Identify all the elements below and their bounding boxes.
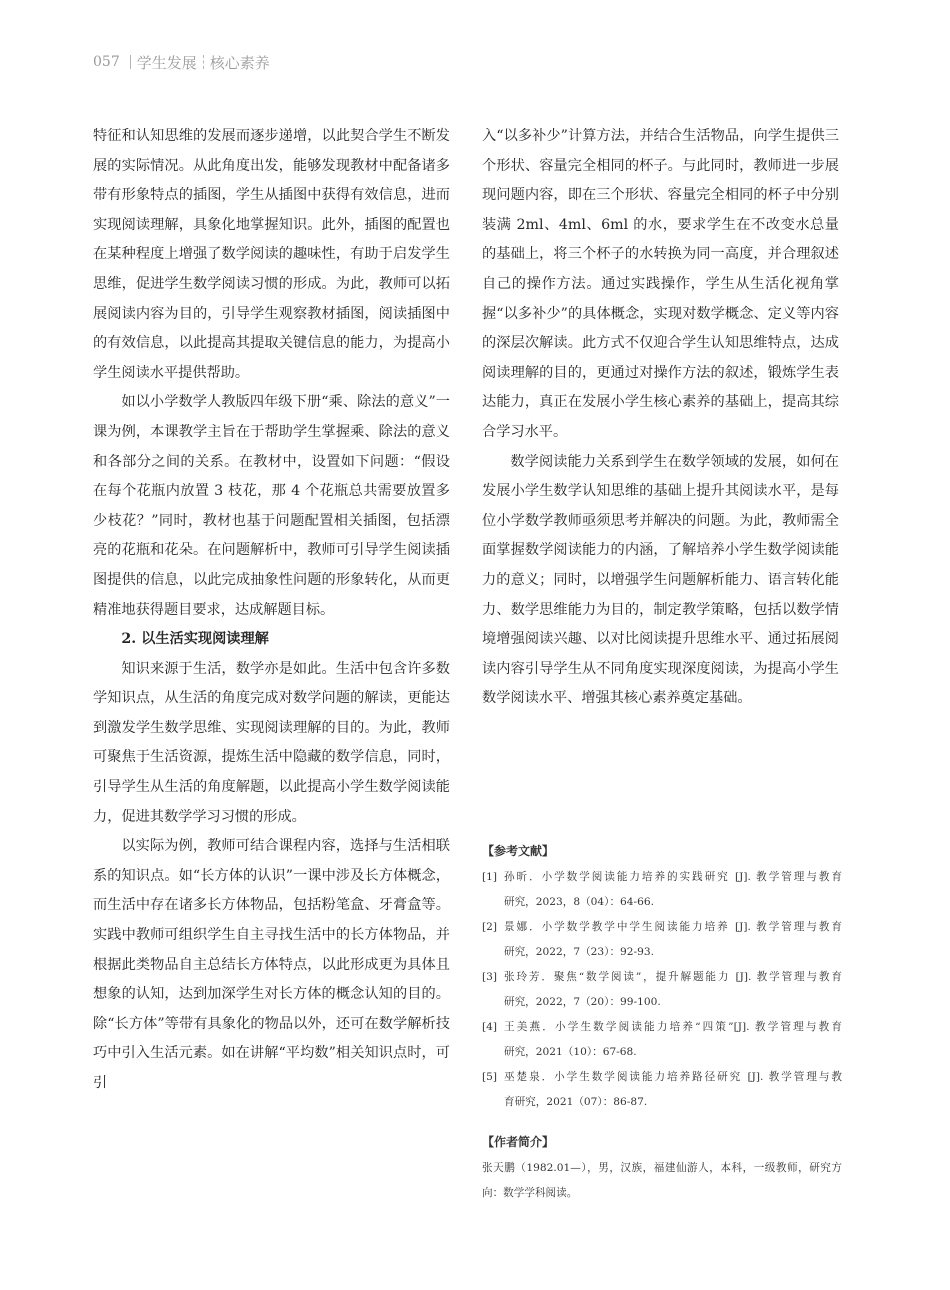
- left-paragraph-1: 特征和认知思维的发展而逐步递增，以此契合学生不断发展的实际情况。从此角度出发，能够发现教材中配备诸多带有形象特点的插图，学生从插图中获得有效信息，进而实现阅读理解，具象化地掌握知识。此外，插图的配置也在某种程度上增强了数学阅读的趣味性，有助于启发学生思维，促进学生数学阅读习惯的形成。为此，教师可以拓展阅读内容为目的，引导学生观察教材插图，阅读插图中的有效信息，以此提高其提取关键信息的能力，为提高小学生阅读水平提供帮助。: [93, 128, 450, 381]
- reference-number: [5]: [482, 1071, 498, 1083]
- reference-line: 张玲芳．聚焦“数学阅读”，提升解题能力 [J]. 教学管理与教育: [504, 971, 842, 983]
- reference-number: [1]: [482, 871, 498, 883]
- reference-number: [4]: [482, 1021, 498, 1033]
- left-paragraph-2: 如以小学数学人教版四年级下册“乘、除法的意义”一课为例，本课教学主旨在于帮助学生掌握乘、除法的意义和各部分之间的关系。在教材中，设置如下问题：“假设在每个花瓶内放置 3 枝花，那 4 个花瓶总共需要放置多少枝花？”同时，教材也基于问题配置相关插图，包括漂亮的花瓶和花朵。在问题解析中，教师可引导学生阅读插图提供的信息，以此完成抽象性问题的形象转化，从而更精准地获得题目要求，达成解题目标。: [93, 394, 450, 618]
- references-heading: 【参考文献】: [482, 844, 555, 858]
- reference-item: [482, 865, 842, 915]
- right-paragraph-2: 数学阅读能力关系到学生在数学领域的发展，如何在发展小学生数学认知思维的基础上提升其阅读水平，是每位小学数学教师亟须思考并解决的问题。为此，教师需全面掌握数学阅读能力的内涵，了解培养小学生数学阅读能力的意义；同时，以增强学生问题解析能力、语言转化能力、数学思维能力为目的，制定教学策略，包括以数学情境增强阅读兴趣、以对比阅读提升思维水平、通过拓展阅读内容引导学生从不同角度实现深度阅读，为提高小学生数学阅读水平、增强其核心素养奠定基础。: [482, 453, 839, 707]
- left-paragraph-3: 知识来源于生活，数学亦是如此。生活中包含许多数学知识点，从生活的角度完成对数学问题的解读，更能达到激发学生数学思维、实现阅读理解的目的。为此，教师可聚焦于生活资源，提炼生活中隐藏的数学信息，同时，引导学生从生活的角度解题，以此提高小学生数学阅读能力，促进其数学学习习惯的形成。: [93, 660, 450, 825]
- section-heading: 2. 以生活实现阅读理解: [121, 631, 269, 648]
- right-column: [482, 122, 839, 714]
- right-paragraph-1: 入“以多补少”计算方法，并结合生活物品，向学生提供三个形状、容量完全相同的杯子。与此同时，教师进一步展现问题内容，即在三个形状、容量完全相同的杯子中分别装满 2ml、4ml、6ml 的水，要求学生在不改变水总量的基础上，将三个杯子的水转换为同一高度，并合理叙述自己的操作方法。通过实践操作，学生从生活化视角掌握“以多补少”的具体概念，实现对数学概念、定义等内容的深层次解读。此方式不仅迎合学生认知思维特点，达成阅读理解的目的，更通过对操作方法的叙述，锻炼学生表达能力，真正在发展小学生核心素养的基础上，提高其综合学习水平。: [482, 128, 839, 440]
- running-header: [93, 50, 270, 74]
- reference-line: 研究，2022，7（20）：99-100.: [504, 996, 661, 1008]
- reference-number: [2]: [482, 921, 498, 933]
- left-column: [93, 122, 450, 1099]
- header-divider: [130, 55, 131, 69]
- author-section: [482, 1132, 842, 1206]
- header-dashed-divider: [203, 55, 204, 69]
- page-number: 057: [93, 54, 120, 70]
- reference-line: 研究，2023，8（04）：64-66.: [504, 896, 654, 908]
- reference-item: [482, 915, 842, 965]
- reference-item: [482, 1015, 842, 1065]
- author-heading: 【作者简介】: [482, 1135, 555, 1149]
- left-paragraph-4: 以实际为例，教师可结合课程内容，选择与生活相联系的知识点。如“长方体的认识”一课中涉及长方体概念，而生活中存在诸多长方体物品，包括粉笔盒、牙膏盒等。实践中教师可组织学生自主寻找生活中的长方体物品，并根据此类物品自主总结长方体特点，以此形成更为具体且想象的认知，达到加深学生对长方体的概念认知的目的。除“长方体”等带有具象化的物品以外，还可在数学解析技巧中引入生活元素。如在讲解“平均数”相关知识点时，可引: [93, 838, 450, 1091]
- reference-line: 孙昕．小学数学阅读能力培养的实践研究 [J]. 教学管理与教育: [504, 871, 842, 883]
- reference-item: [482, 1065, 842, 1115]
- reference-line: 王美燕．小学生数学阅读能力培养“四策”[J]. 教学管理与教育: [504, 1021, 842, 1033]
- author-bio: 张天鹏（1982.01—），男，汉族，福建仙游人，本科，一级教师，研究方向：数学学科阅读。: [482, 1162, 842, 1199]
- header-subsection: 核心素养: [209, 53, 270, 72]
- reference-line: 巫楚泉．小学生数学阅读能力培养路径研究 [J]. 教学管理与教: [504, 1071, 842, 1083]
- reference-line: 研究，2022，7（23）：92-93.: [504, 946, 654, 958]
- reference-line: 育研究，2021（07）：86-87.: [504, 1096, 648, 1108]
- reference-line: 景娜．小学数学教学中学生阅读能力培养 [J]. 教学管理与教育: [504, 921, 842, 933]
- header-section: 学生发展: [136, 53, 197, 72]
- references-section: [482, 841, 842, 1115]
- reference-line: 研究，2021（10）：67-68.: [504, 1046, 637, 1058]
- reference-item: [482, 965, 842, 1015]
- reference-number: [3]: [482, 971, 498, 983]
